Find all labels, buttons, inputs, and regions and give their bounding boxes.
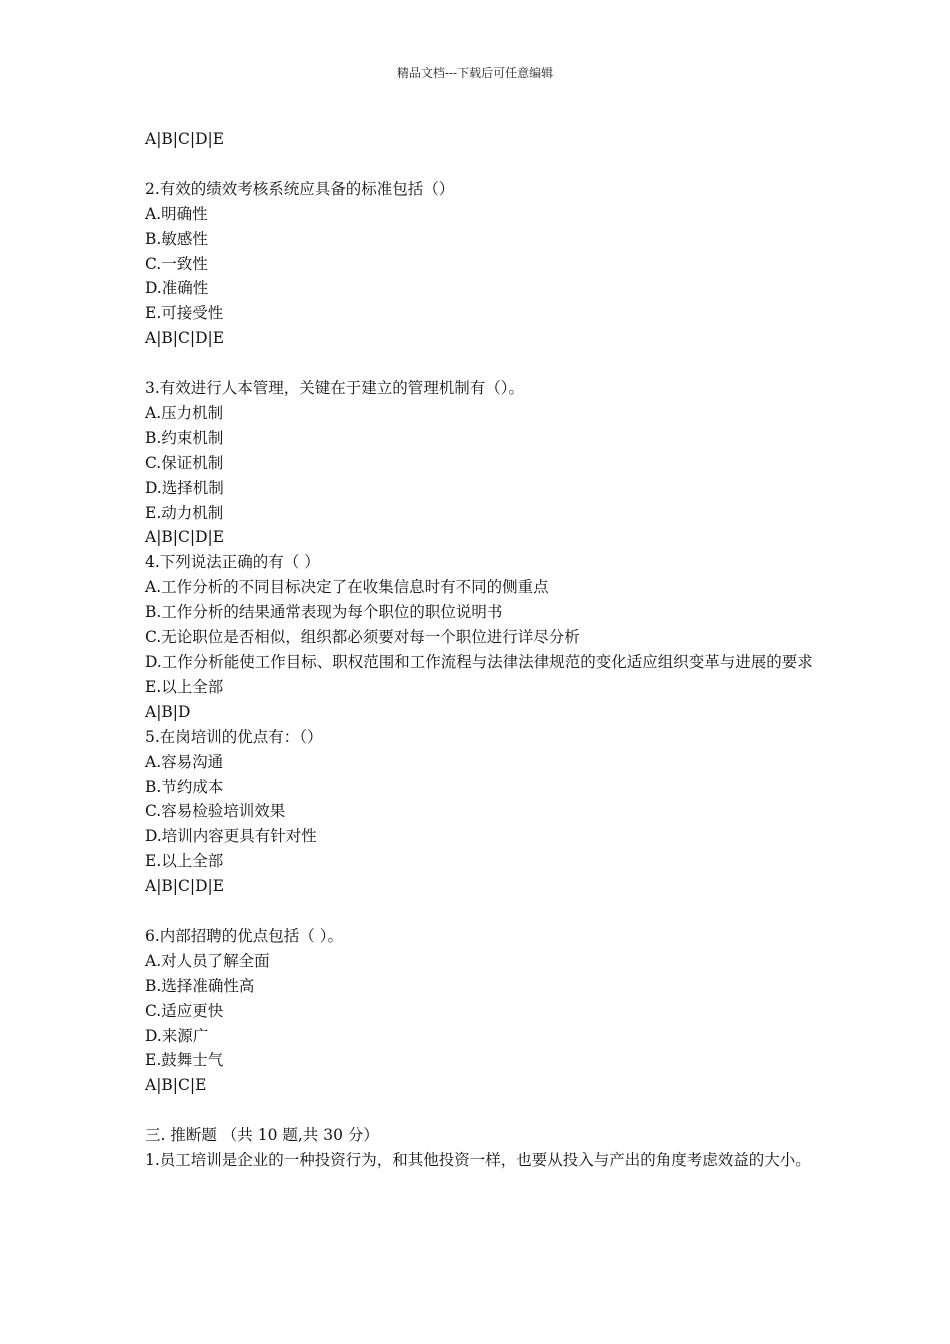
question-line: 三. 推断题 （共 10 题,共 30 分） (145, 1126, 379, 1145)
blank-line (145, 1098, 815, 1123)
text-line: A|B|C|D|E (145, 877, 225, 896)
text-line: E.以上全部 (145, 677, 224, 696)
text-line: A.对人员了解全面 (145, 951, 270, 970)
text-line: E.鼓舞士气 (145, 1051, 224, 1070)
text-line: C.保证机制 (145, 453, 224, 472)
text-line: E.动力机制 (145, 503, 224, 522)
text-line: B.节约成本 (145, 777, 224, 796)
document-body (145, 127, 815, 1173)
text-line: C.适应更快 (145, 1001, 224, 1020)
text-line: D.工作分析能使工作目标、职权范围和工作流程与法律法律规范的变化适应组织变革与进展的要求 (145, 653, 813, 671)
text-line: E.以上全部 (145, 852, 224, 871)
question-line: 5.在岗培训的优点有：（） (145, 727, 323, 746)
text-line: C.容易检验培训效果 (145, 802, 286, 821)
question-line: 2.有效的绩效考核系统应具备的标准包括（） (145, 179, 455, 198)
text-line: D.准确性 (145, 279, 209, 298)
blank-line (145, 899, 815, 924)
text-line: A.压力机制 (145, 403, 224, 422)
text-line: B.工作分析的结果通常表现为每个职位的职位说明书 (145, 603, 503, 622)
blank-line (145, 152, 815, 177)
text-line: C.一致性 (145, 254, 208, 273)
text-line: B.选择准确性高 (145, 976, 255, 995)
page-header: 精品文档---下载后可任意编辑 (396, 66, 554, 80)
text-line: A.明确性 (145, 204, 208, 223)
text-line: A|B|C|D|E (145, 329, 225, 348)
text-line: D.来源广 (145, 1026, 209, 1045)
question-line: 4.下列说法正确的有（ ） (145, 553, 320, 572)
text-line: A.工作分析的不同目标决定了在收集信息时有不同的侧重点 (145, 578, 549, 597)
text-line: A|B|D (145, 702, 191, 721)
text-line: D.培训内容更具有针对性 (145, 827, 317, 846)
text-line: A|B|C|E (145, 1076, 207, 1095)
text-line: C.无论职位是否相似，组织都必须要对每一个职位进行详尽分析 (145, 628, 580, 647)
text-line: A.容易沟通 (145, 752, 224, 771)
text-line: 1.员工培训是企业的一种投资行为，和其他投资一样，也要从投入与产出的角度考虑效益的大小。 (145, 1151, 811, 1170)
text-line: B.敏感性 (145, 229, 208, 248)
text-line: A|B|C|D|E (145, 528, 225, 547)
text-line: E.可接受性 (145, 304, 224, 323)
text-line: B.约束机制 (145, 428, 224, 447)
question-line: 3.有效进行人本管理，关键在于建立的管理机制有（）。 (145, 379, 525, 398)
blank-line (145, 351, 815, 376)
text-line: D.选择机制 (145, 478, 224, 497)
question-line: A|B|C|D|E (145, 130, 225, 148)
question-line: 6.内部招聘的优点包括（ ）。 (145, 926, 343, 945)
